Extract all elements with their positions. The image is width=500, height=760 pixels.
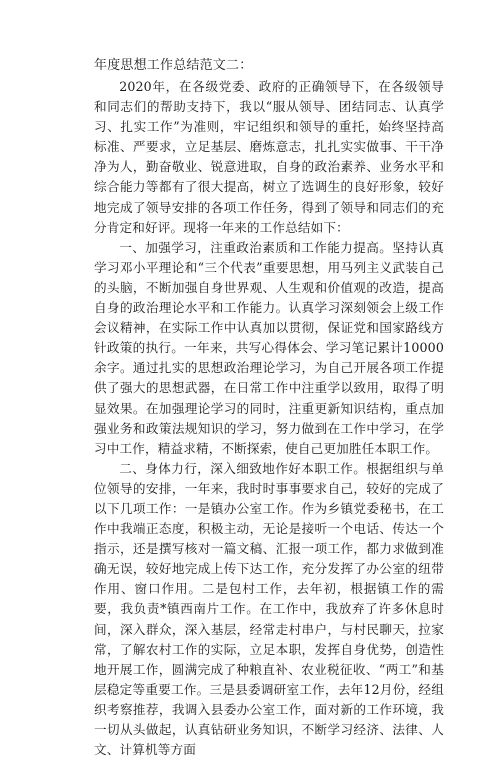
paragraph-study: 一、加强学习，注重政治素质和工作能力提高。坚持认真学习邓小平理论和“三个代表”重要思想，用马列主义武装自己的头脑，不断加强自身世界观、人生观和价值观的改造，提高自身的政治理论水平和工作能力。认真学习深刻领会上级工作会议精神，在实际工作中认真加以贯彻，保证党和国家路线方针政策的执行。一年来，共写心得体会、学习笔记累计10000余字。通过扎实的思想政治理论学习，为自己开展各项工作提供了强大的思想武器，在日常工作中注重学以致用，取得了明显效果。在加强理论学习的同时，注重更新知识结构，重点加强业务和政策法规知识的学习，努力做到在工作中学习，在学习中工作，精益求精，不断探索，使自己更加胜任本职工作。 [94, 239, 444, 456]
paragraph-intro: 2020年，在各级党委、政府的正确领导下，在各级领导和同志们的帮助支持下，我以“服从领导、团结同志、认真学习、扎实工作”为准则，牢记组织和领导的重托，始终坚持高标准、严要求，立足基层、磨炼意志，扎扎实实做事、干干净净为人，勤奋敬业、锐意进取，自身的政治素养、业务水平和综合能力等都有了很大提高，树立了选调生的良好形象，较好地完成了领导安排的各项工作任务，得到了领导和同志们的充分肯定和好评。现将一年来的工作总结如下： [94, 79, 444, 235]
document-title: 年度思想工作总结范文二： [94, 58, 253, 73]
paragraph-work: 二、身体力行，深入细致地作好本职工作。根据组织与单位领导的安排，一年来，我时时事事要求自己，较好的完成了以下几项工作：一是镇办公室工作。作为乡镇党委秘书，在工作中我端正态度，积极主动，无论是接听一个电话、传达一个指示，还是撰写核对一篇文稿、汇报一项工作，都力求做到准确无误，较好地完成上传下达工作，充分发挥了办公室的纽带作用、窗口作用。二是包村工作，去年初，根据镇工作的需要，我负责*镇西南片工作。在工作中，我放弃了许多休息时间，深入群众，深入基层，经常走村串户，与村民聊天，拉家常，了解农村工作的实际，立足本职，发挥自身优势，创造性地开展工作，圆满完成了种粮直补、农业税征收、“两工”和基层稳定等重要工作。三是县委调研室工作，去年12月份，经组织考察推荐，我调入县委办公室工作，面对新的工作环境，我一切从头做起，认真钻研业务知识，不断学习经济、法律、人文、计算机等方面 [94, 460, 444, 758]
